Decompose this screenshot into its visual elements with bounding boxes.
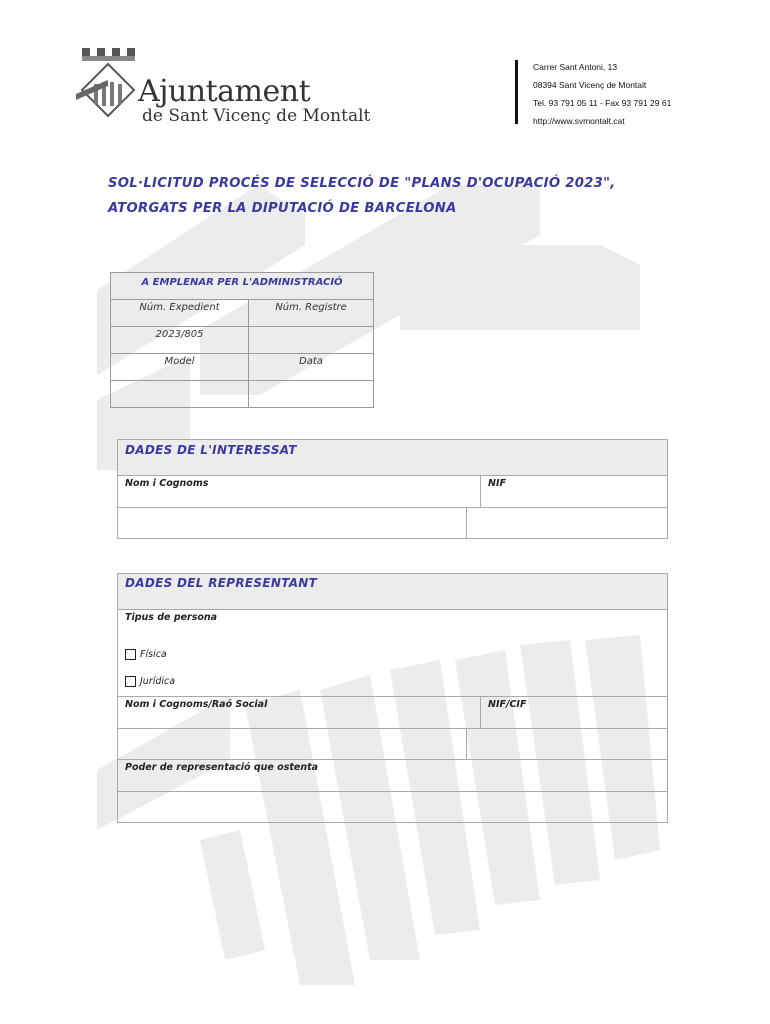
header-divider xyxy=(515,60,518,124)
admin-table xyxy=(110,272,374,408)
table-row xyxy=(111,300,373,327)
tipus-label: Tipus de persona xyxy=(125,612,218,623)
tipus-persona-block xyxy=(118,610,667,697)
interessat-name-field[interactable] xyxy=(118,508,467,538)
option-fisica[interactable] xyxy=(118,640,667,668)
representant-nif-label: NIF/CIF xyxy=(488,699,527,710)
poder-label: Poder de representació que ostenta xyxy=(125,762,319,773)
table-row xyxy=(111,381,373,407)
interessat-nif-label: NIF xyxy=(488,478,506,489)
poder-field[interactable] xyxy=(118,792,667,822)
representant-section xyxy=(117,573,668,823)
contact-block xyxy=(533,58,671,130)
option-fisica-label: Física xyxy=(140,648,167,660)
poder-label-row xyxy=(118,760,667,792)
interessat-labels-row xyxy=(118,476,667,508)
admin-table-header: A EMPLENAR PER L'ADMINISTRACIÓ xyxy=(111,273,373,300)
table-row xyxy=(111,327,373,354)
title-line-2: ATORGATS PER LA DIPUTACIÓ DE BARCELONA xyxy=(108,201,457,216)
contact-phone: Tel. 93 791 05 11 - Fax 93 791 29 61 xyxy=(533,98,672,108)
data-value[interactable] xyxy=(249,381,373,407)
data-label: Data xyxy=(299,356,323,367)
registre-value[interactable] xyxy=(249,327,373,353)
interessat-nif-field[interactable] xyxy=(467,508,667,538)
interessat-values-row xyxy=(118,508,667,538)
model-value[interactable] xyxy=(111,381,249,407)
interessat-section xyxy=(117,439,668,539)
contact-website[interactable]: http://www.svmontalt.cat xyxy=(533,116,625,126)
option-juridica[interactable] xyxy=(118,668,667,694)
title-line-1: SOL·LICITUD PROCÉS DE SELECCIÓ DE "PLANS D'OCUPACIÓ 2023", xyxy=(108,176,616,191)
representant-values-row xyxy=(118,729,667,760)
representant-labels-row xyxy=(118,697,667,729)
poder-value-row xyxy=(118,792,667,822)
interessat-name-label: Nom i Cognoms xyxy=(118,476,481,507)
representant-nif-field[interactable] xyxy=(467,729,667,759)
checkbox-juridica[interactable] xyxy=(125,676,136,687)
model-label: Model xyxy=(111,354,249,380)
contact-city: 08394 Sant Vicenç de Montalt xyxy=(533,80,647,90)
representant-name-label: Nom i Cognoms/Raó Social xyxy=(118,697,481,728)
logo-title: Ajuntament xyxy=(138,74,311,109)
logo-subtitle: de Sant Vicenç de Montalt xyxy=(142,106,371,126)
representant-header: DADES DEL REPRESENTANT xyxy=(118,574,667,610)
representant-name-field[interactable] xyxy=(118,729,467,759)
contact-address: Carrer Sant Antoni, 13 xyxy=(533,62,618,72)
interessat-header: DADES DE L'INTERESSAT xyxy=(118,440,667,476)
expedient-value[interactable]: 2023/805 xyxy=(111,327,249,353)
checkbox-fisica[interactable] xyxy=(125,649,136,660)
table-row xyxy=(111,354,373,381)
registre-label: Núm. Registre xyxy=(275,302,347,313)
document-title xyxy=(108,171,688,221)
expedient-label: Núm. Expedient xyxy=(111,300,249,326)
option-juridica-label: Jurídica xyxy=(140,675,176,687)
